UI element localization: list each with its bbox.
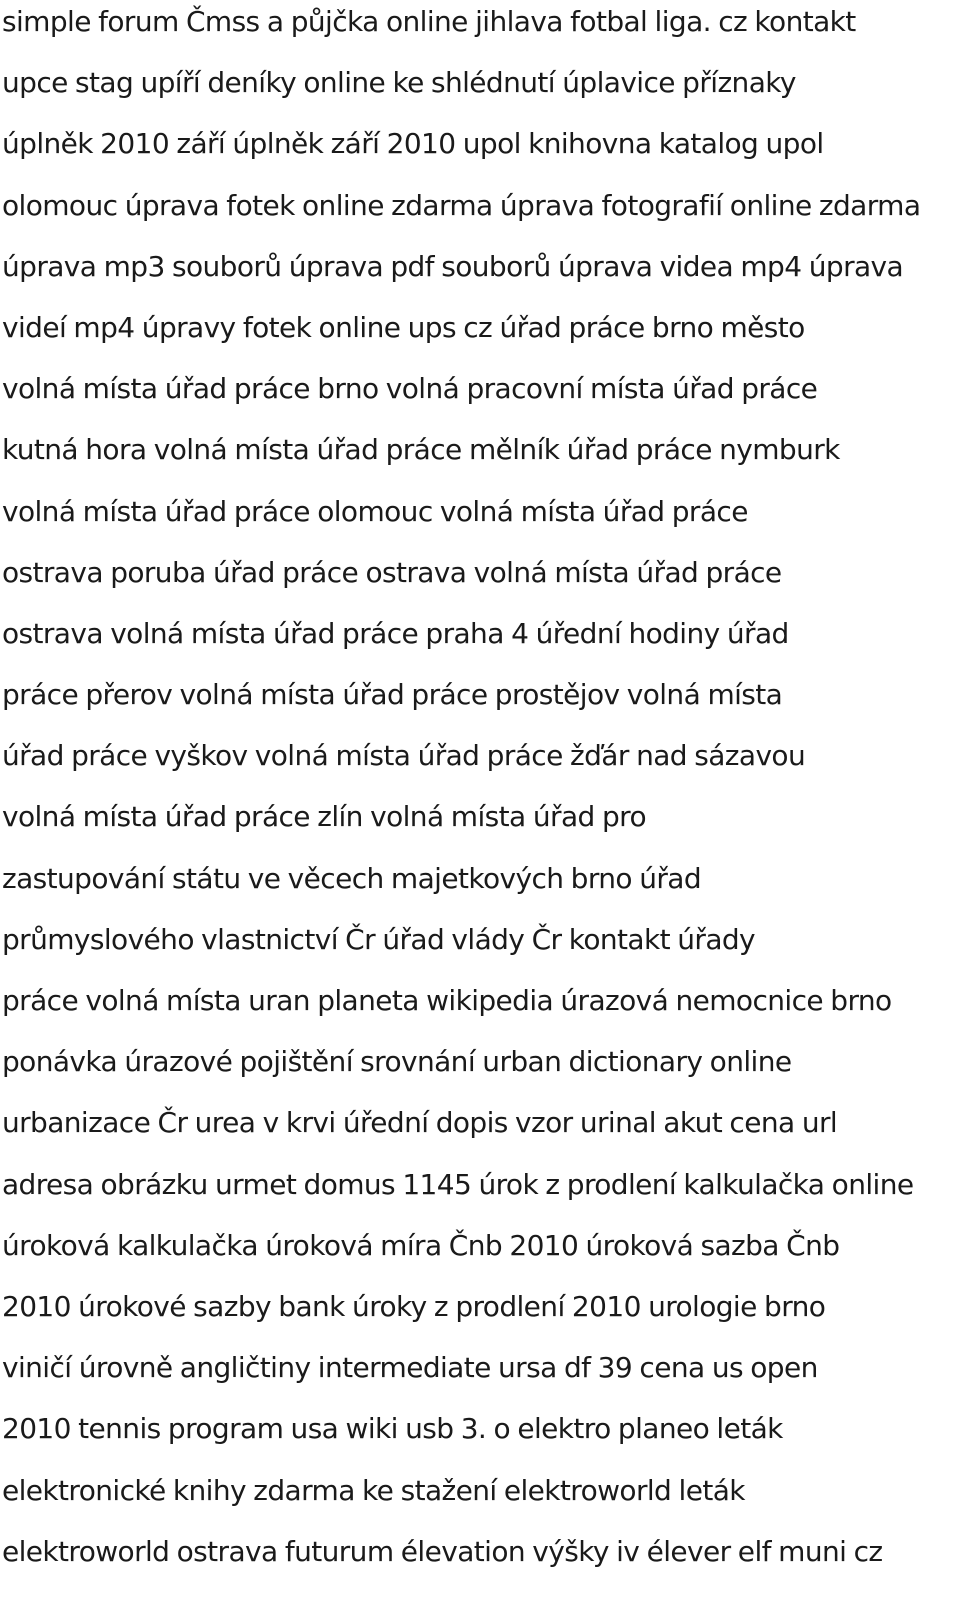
text-line: 2010 tennis program usa wiki usb 3. o elektro planeo leták: [2, 1412, 783, 1446]
text-line: průmyslového vlastnictví Čr úřad vlády Čr kontakt úřady: [2, 922, 756, 956]
text-line: ostrava poruba úřad práce ostrava volná místa úřad práce: [2, 555, 782, 589]
text-line: olomouc úprava fotek online zdarma úprava fotografií online zdarma: [2, 188, 921, 222]
text-line: viničí úrovně angličtiny intermediate ursa df 39 cena us open: [2, 1351, 818, 1385]
text-line: elektroworld ostrava futurum élevation výšky iv élever elf muni cz: [2, 1534, 883, 1568]
text-line: ponávka úrazové pojištění srovnání urban dictionary online: [2, 1045, 792, 1079]
text-line: zastupování státu ve věcech majetkových brno úřad: [2, 861, 702, 895]
text-line: upce stag upíří deníky online ke shlédnutí úplavice příznaky: [2, 66, 796, 100]
text-line: volná místa úřad práce zlín volná místa úřad pro: [2, 800, 646, 834]
text-line: práce volná místa uran planeta wikipedia úrazová nemocnice brno: [2, 984, 892, 1017]
text-line: úřad práce vyškov volná místa úřad práce žďár nad sázavou: [2, 739, 806, 773]
text-line: 2010 úrokové sazby bank úroky z prodlení 2010 urologie brno: [2, 1289, 826, 1323]
text-line: urbanizace Čr urea v krvi úřední dopis vzor urinal akut cena url: [2, 1106, 838, 1140]
text-line: úprava mp3 souborů úprava pdf souborů úprava videa mp4 úprava: [2, 249, 904, 283]
text-line: volná místa úřad práce olomouc volná místa úřad práce: [2, 494, 748, 528]
text-line: kutná hora volná místa úřad práce mělník úřad práce nymburk: [2, 433, 840, 467]
text-line: volná místa úřad práce brno volná pracovní místa úřad práce: [2, 372, 818, 406]
text-line: elektronické knihy zdarma ke stažení elektroworld leták: [2, 1473, 745, 1507]
text-line: úroková kalkulačka úroková míra Čnb 2010 úroková sazba Čnb: [2, 1228, 840, 1262]
text-line: adresa obrázku urmet domus 1145 úrok z prodlení kalkulačka online: [2, 1167, 914, 1201]
text-line: úplněk 2010 září úplněk září 2010 upol knihovna katalog upol: [2, 127, 824, 161]
text-line: videí mp4 úpravy fotek online ups cz úřad práce brno město: [2, 310, 805, 344]
text-line: ostrava volná místa úřad práce praha 4 úřední hodiny úřad: [2, 616, 789, 650]
text-line: simple forum Čmss a půjčka online jihlava fotbal liga. cz kontakt: [2, 5, 856, 38]
text-line: práce přerov volná místa úřad práce prostějov volná místa: [2, 678, 783, 712]
